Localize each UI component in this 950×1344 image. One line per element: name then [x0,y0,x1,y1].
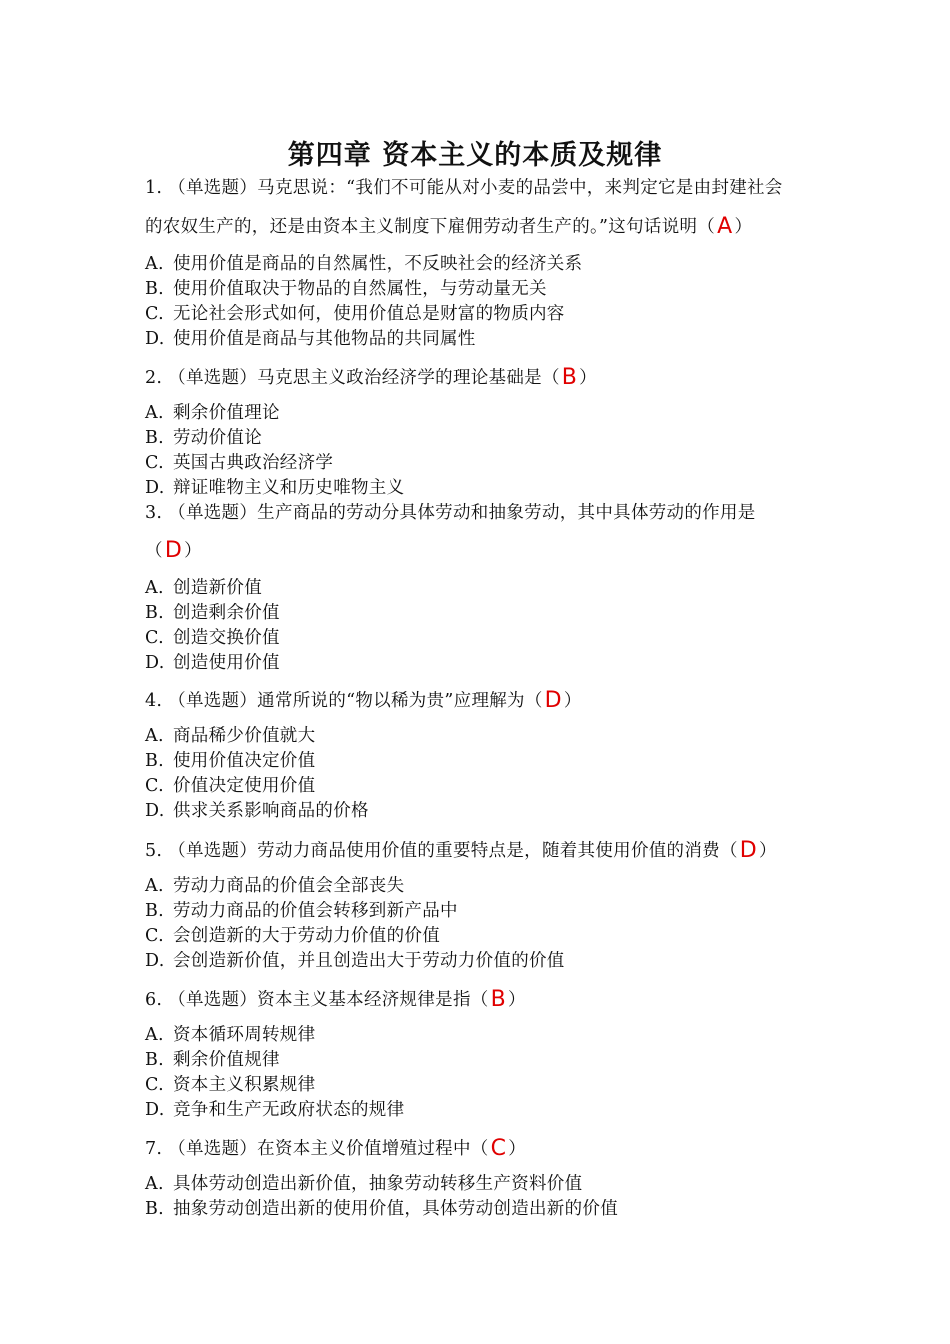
question-2-stem: 2. （单选题）马克思主义政治经济学的理论基础是（B ） [145,365,597,390]
answer-mark: B [561,365,578,390]
option-row: A. 使用价值是商品的自然属性，不反映社会的经济关系 [145,254,583,274]
answer-mark: B [490,987,506,1012]
option-row: D. 竞争和生产无政府状态的规律 [145,1100,405,1120]
question-3-stem-line-1: 3. （单选题）生产商品的劳动分具体劳动和抽象劳动，其中具体劳动的作用是 [145,503,756,523]
option-row: B. 劳动力商品的价值会转移到新产品中 [145,901,458,921]
answer-mark: C [490,1136,507,1161]
option-row: B. 劳动价值论 [145,428,262,448]
option-row: A. 资本循环周转规律 [145,1025,316,1045]
option-row: B. 抽象劳动创造出新的使用价值，具体劳动创造出新的价值 [145,1199,618,1219]
option-row: B. 创造剩余价值 [145,603,280,623]
answer-mark: D [544,688,562,713]
option-row: B. 剩余价值规律 [145,1050,280,1070]
option-row: A. 商品稀少价值就大 [145,726,316,746]
answer-mark: A [717,214,733,239]
option-row: A. 具体劳动创造出新价值，抽象劳动转移生产资料价值 [145,1174,583,1194]
option-row: B. 使用价值取决于物品的自然属性，与劳动量无关 [145,279,547,299]
option-row: A. 劳动力商品的价值会全部丧失 [145,876,405,896]
question-7-stem: 7. （单选题）在资本主义价值增殖过程中（C ） [145,1136,527,1161]
option-row: A. 剩余价值理论 [145,403,280,423]
option-row: D. 会创造新价值，并且创造出大于劳动力价值的价值 [145,951,565,971]
option-row: A. 创造新价值 [145,578,262,598]
option-row: C. 创造交换价值 [145,628,280,648]
option-row: D. 使用价值是商品与其他物品的共同属性 [145,329,476,349]
question-4-stem: 4. （单选题）通常所说的“物以稀为贵”应理解为（D ） [145,688,582,713]
option-row: C. 价值决定使用价值 [145,776,316,796]
question-3-stem-line-2: （D ） [145,538,202,563]
question-6-stem: 6. （单选题）资本主义基本经济规律是指（B ） [145,987,526,1012]
option-row: C. 英国古典政治经济学 [145,453,334,473]
page-title: 第四章 资本主义的本质及规律 [287,140,663,171]
option-row: C. 资本主义积累规律 [145,1075,316,1095]
answer-mark: D [164,538,183,563]
option-row: C. 无论社会形式如何，使用价值总是财富的物质内容 [145,304,565,324]
option-row: D. 辩证唯物主义和历史唯物主义 [145,478,405,498]
option-row: B. 使用价值决定价值 [145,751,316,771]
question-1-stem-line-1: 1. （单选题）马克思说：“我们不可能从对小麦的品尝中，来判定它是由封建社会 [145,178,783,198]
answer-mark: D [739,838,758,863]
question-1-stem-line-2: 的农奴生产的，还是由资本主义制度下雇佣劳动者生产的。”这句话说明（A ） [145,214,753,239]
option-row: D. 供求关系影响商品的价格 [145,801,369,821]
question-5-stem: 5. （单选题）劳动力商品使用价值的重要特点是，随着其使用价值的消费（D ） [145,838,777,863]
option-row: D. 创造使用价值 [145,653,280,673]
option-row: C. 会创造新的大于劳动力价值的价值 [145,926,440,946]
